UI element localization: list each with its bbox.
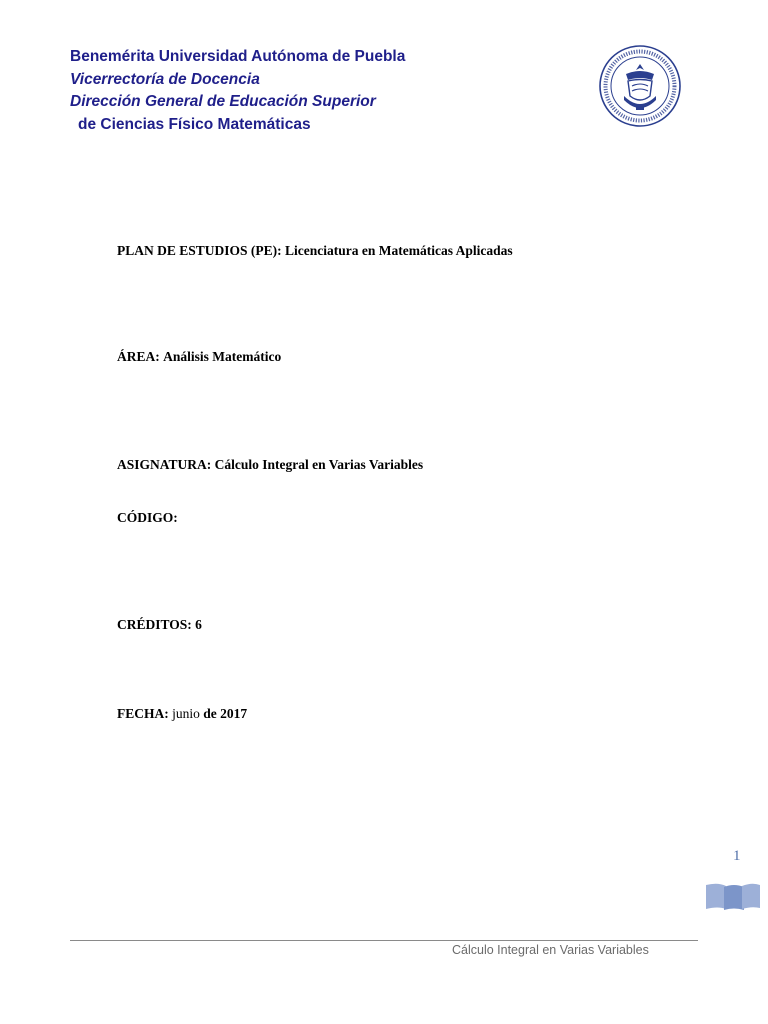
footer-title: Cálculo Integral en Varias Variables [452,943,649,957]
fecha-year: de 2017 [203,706,248,721]
university-name: Benemérita Universidad Autónoma de Puebla [70,48,406,65]
general-direction: Dirección General de Educación Superior [70,93,376,110]
fecha-month: junio [172,706,200,721]
plan-value: Licenciatura en Matemáticas Aplicadas [285,243,513,258]
fecha-label: FECHA: [117,706,169,721]
page-tab-icon [704,881,762,911]
plan-label: PLAN DE ESTUDIOS (PE): [117,243,282,258]
field-creditos [117,616,202,634]
footer-divider [70,940,698,941]
area-label: ÁREA: [117,349,160,364]
university-seal-icon [598,44,682,128]
area-value: Análisis Matemático [163,349,282,364]
field-codigo [117,509,178,527]
creditos-label: CRÉDITOS: [117,617,192,632]
asignatura-label: ASIGNATURA: [117,457,212,472]
page-number: 1 [733,848,741,864]
vice-rectorate: Vicerrectoría de Docencia [70,70,260,88]
field-area [117,348,281,366]
asignatura-value: Cálculo Integral en Varias Variables [214,457,424,472]
faculty-name: de Ciencias Físico Matemáticas [78,115,311,133]
institution-header [70,46,405,136]
field-plan [117,242,513,260]
field-fecha [117,705,247,723]
codigo-label: CÓDIGO: [117,510,178,525]
creditos-value: 6 [195,617,202,632]
field-asignatura [117,456,423,474]
